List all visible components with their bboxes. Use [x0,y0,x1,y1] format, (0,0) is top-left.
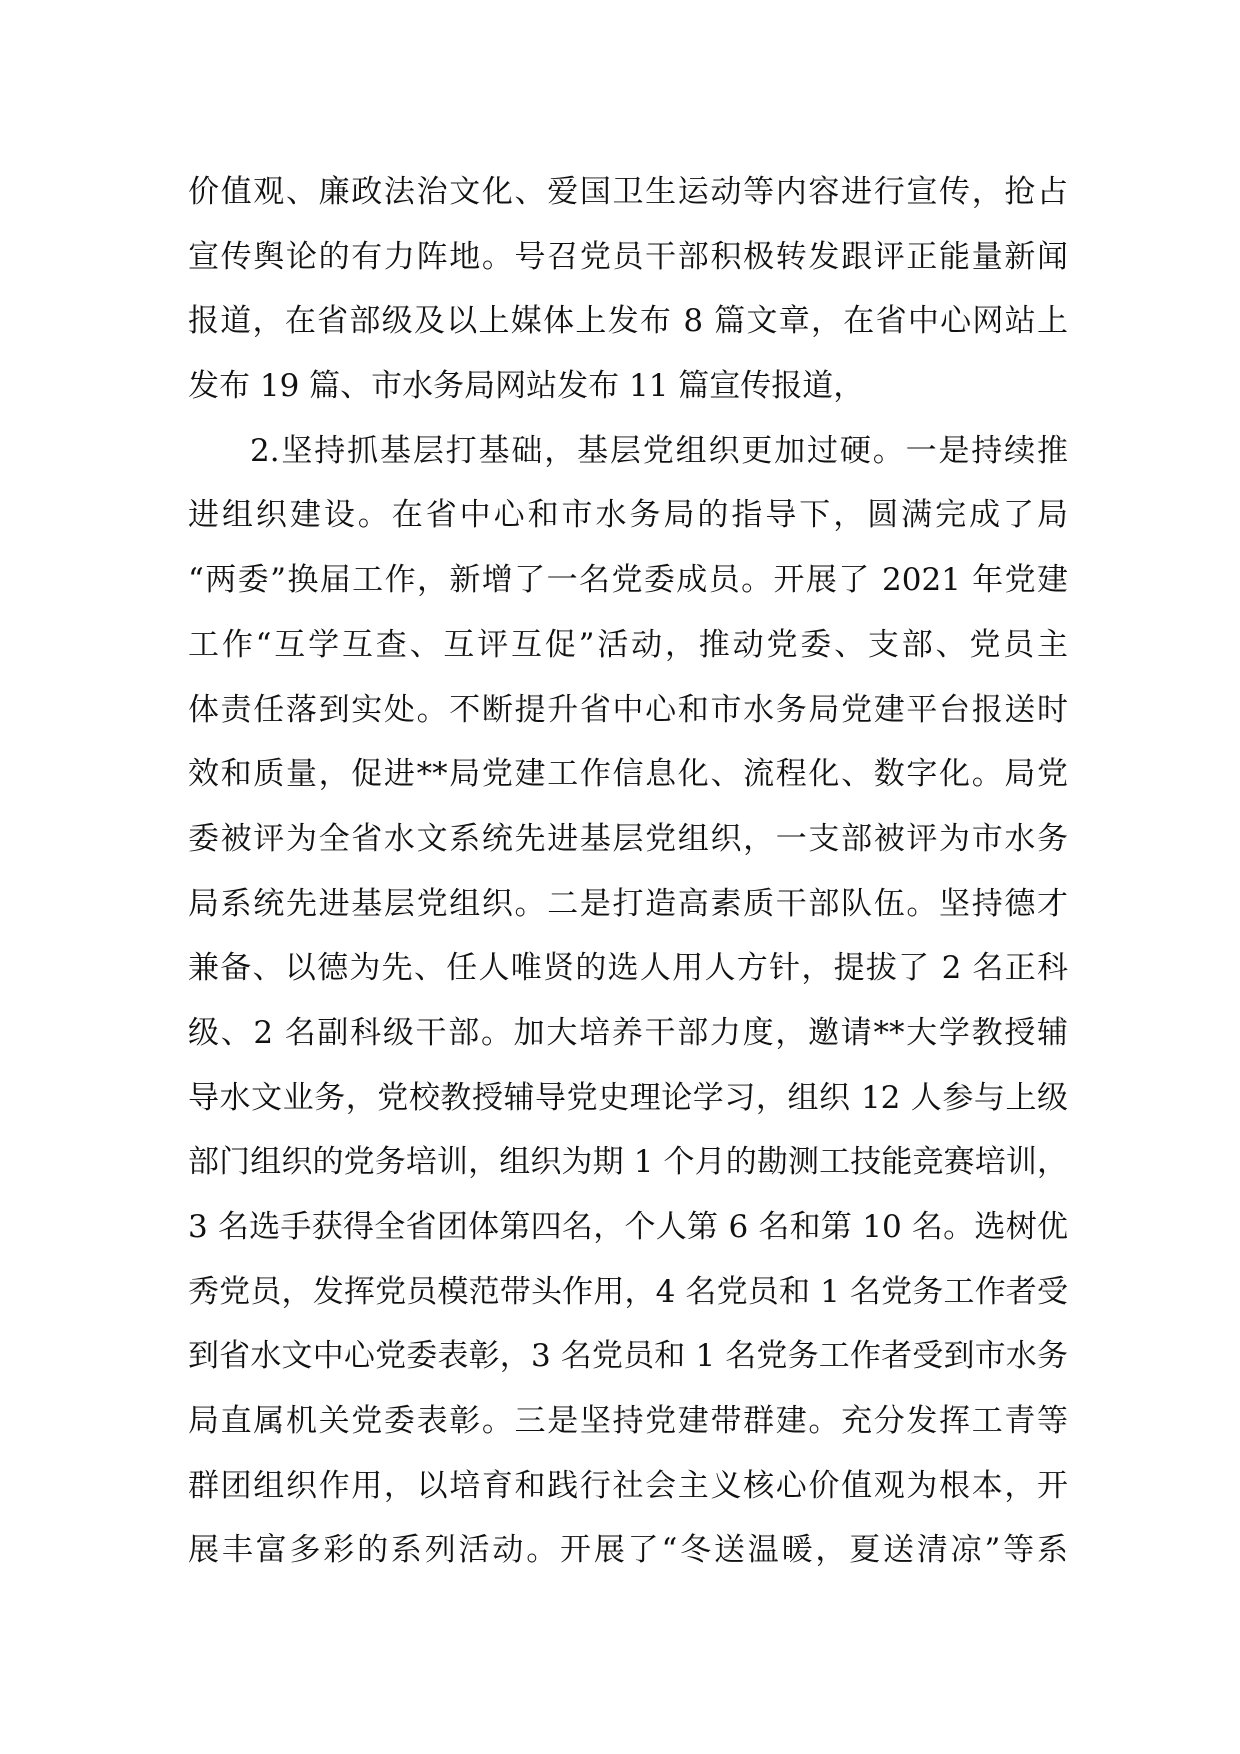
text-line: 局直属机关党委表彰。三是坚持党建带群建。充分发挥工青等 [188,1403,1068,1440]
text-line: 体责任落到实处。不断提升省中心和市水务局党建平台报送时 [188,691,1068,728]
text-line: 局系统先进基层党组织。二是打造高素质干部队伍。坚持德才 [188,885,1068,922]
text-line: 3 名选手获得全省团体第四名，个人第 6 名和第 10 名。选树优 [188,1209,1068,1245]
text-line: “两委”换届工作，新增了一名党委成员。开展了 2021 年党建 [188,562,1068,599]
text-line: 兼备、以德为先、任人唯贤的选人用人方针，提拔了 2 名正科 [188,950,1068,987]
text-line: 宣传舆论的有力阵地。号召党员干部积极转发跟评正能量新闻 [188,238,1068,275]
text-line: 群团组织作用，以培育和践行社会主义核心价值观为根本，开 [188,1467,1068,1504]
text-line: 级、2 名副科级干部。加大培养干部力度，邀请**大学教授辅 [188,1014,1068,1051]
text-line: 进组织建设。在省中心和市水务局的指导下，圆满完成了局 [188,497,1068,534]
text-line: 部门组织的党务培训，组织为期 1 个月的勘测工技能竞赛培训， [188,1144,1068,1181]
body-text [188,160,1068,1583]
text-line: 发布 19 篇、市水务局网站发布 11 篇宣传报道， [188,368,865,405]
text-line: 工作“互学互查、互评互促”活动，推动党委、支部、党员主 [188,626,1068,663]
text-line: 到省水文中心党委表彰，3 名党员和 1 名党务工作者受到市水务 [188,1338,1068,1375]
text-line: 委被评为全省水文系统先进基层党组织，一支部被评为市水务 [188,820,1068,857]
paragraph-first-line: 2.坚持抓基层打基础，基层党组织更加过硬。一是持续推 [250,432,1068,469]
text-line: 导水文业务，党校教授辅导党史理论学习，组织 12 人参与上级 [188,1079,1068,1116]
text-line: 展丰富多彩的系列活动。开展了“冬送温暖，夏送清凉”等系 [188,1532,1068,1569]
text-line: 效和质量，促进**局党建工作信息化、流程化、数字化。局党 [188,756,1068,793]
text-line: 报道，在省部级及以上媒体上发布 8 篇文章，在省中心网站上 [188,303,1068,340]
text-line: 价值观、廉政法治文化、爱国卫生运动等内容进行宣传，抢占 [188,174,1068,210]
text-line: 秀党员，发挥党员模范带头作用，4 名党员和 1 名党务工作者受 [188,1273,1068,1310]
